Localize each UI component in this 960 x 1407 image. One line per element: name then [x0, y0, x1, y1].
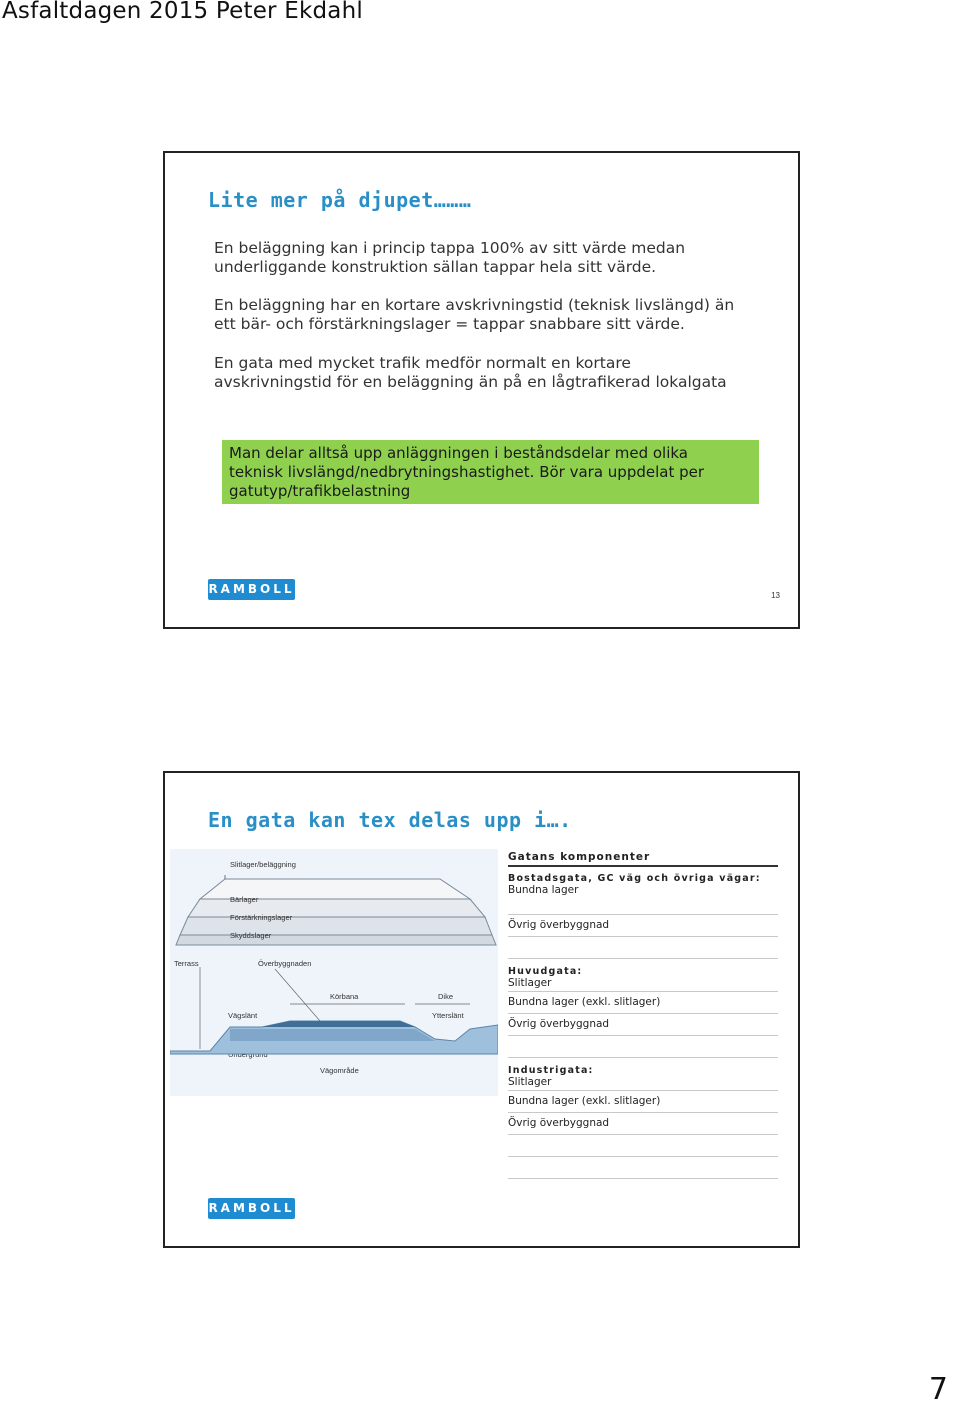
row-text: Slitlager — [508, 1076, 552, 1088]
row-text: Bundna lager (exkl. slitlager) — [508, 996, 661, 1008]
components-header: Gatans komponenter — [508, 851, 778, 867]
components-row — [508, 1135, 778, 1157]
highlight-line: Man delar alltså upp anläggningen i beståndsdelar med olika — [229, 444, 688, 462]
components-row — [508, 1036, 778, 1058]
row-category: Bostadsgata, GC väg och övriga vägar: — [508, 873, 761, 884]
highlight-line: gatutyp/trafikbelastning — [229, 482, 411, 500]
components-row — [508, 959, 778, 992]
slide-number: 13 — [771, 591, 780, 600]
components-row — [508, 1014, 778, 1036]
slide-14 — [163, 771, 800, 1248]
row-text: Övrig överbyggnad — [508, 919, 610, 931]
layer-label: Bärlager — [230, 895, 259, 904]
slide-title: En gata kan tex delas upp i…. — [208, 808, 572, 832]
components-row — [508, 867, 778, 915]
road-cross-section-diagram — [170, 849, 498, 1096]
row-text: Övrig överbyggnad — [508, 1117, 610, 1129]
paragraph-1 — [214, 239, 774, 277]
ramboll-logo: RAMBOLL — [208, 1198, 295, 1219]
section-label: Dike — [438, 992, 454, 1001]
components-row — [508, 1058, 778, 1091]
row-category: Industrigata: — [508, 1065, 594, 1076]
slide-13 — [163, 151, 800, 629]
section-label: Vägområde — [320, 1066, 359, 1075]
components-row — [508, 937, 778, 959]
row-text: Slitlager — [508, 977, 552, 989]
components-row — [508, 992, 778, 1014]
paragraph-line: underliggande konstruktion sällan tappar hela sitt värde. — [214, 258, 657, 276]
row-category: Huvudgata: — [508, 966, 583, 977]
page-number: 7 — [928, 1372, 948, 1407]
components-table — [508, 851, 778, 1179]
paragraph-line: ett bär- och förstärkningslager = tappar snabbare sitt värde. — [214, 315, 685, 333]
layer-label: Slitlager/beläggning — [230, 860, 296, 869]
layer-label: Skyddslager — [230, 931, 272, 940]
components-row — [508, 1091, 778, 1113]
section-label: Körbana — [330, 992, 359, 1001]
ramboll-logo: RAMBOLL — [208, 579, 295, 600]
paragraph-2 — [214, 296, 774, 334]
slide-title: Lite mer på djupet……… — [208, 188, 472, 212]
section-label: Ytterslänt — [432, 1011, 464, 1020]
highlight-box — [222, 440, 759, 504]
components-row — [508, 1157, 778, 1179]
paragraph-line: En gata med mycket trafik medför normalt en kortare — [214, 354, 631, 372]
row-text: Bundna lager (exkl. slitlager) — [508, 1095, 661, 1107]
section-label: Överbyggnaden — [258, 959, 312, 968]
row-text: Övrig överbyggnad — [508, 1018, 610, 1030]
highlight-line: teknisk livslängd/nedbrytningshastighet. Bör vara uppdelat per — [229, 463, 705, 481]
paragraph-3 — [214, 354, 774, 392]
paragraph-line: En beläggning kan i princip tappa 100% av sitt värde medan — [214, 239, 686, 257]
components-row — [508, 1113, 778, 1135]
section-label: Terrass — [174, 959, 199, 968]
components-row — [508, 915, 778, 937]
section-label: Vägslänt — [228, 1011, 258, 1020]
paragraph-line: avskrivningstid för en beläggning än på en lågtrafikerad lokalgata — [214, 373, 727, 391]
layer-label: Förstärkningslager — [230, 913, 293, 922]
row-text: Bundna lager — [508, 884, 579, 896]
page-header: Asfaltdagen 2015 Peter Ekdahl — [2, 0, 363, 24]
paragraph-line: En beläggning har en kortare avskrivningstid (teknisk livslängd) än — [214, 296, 735, 314]
